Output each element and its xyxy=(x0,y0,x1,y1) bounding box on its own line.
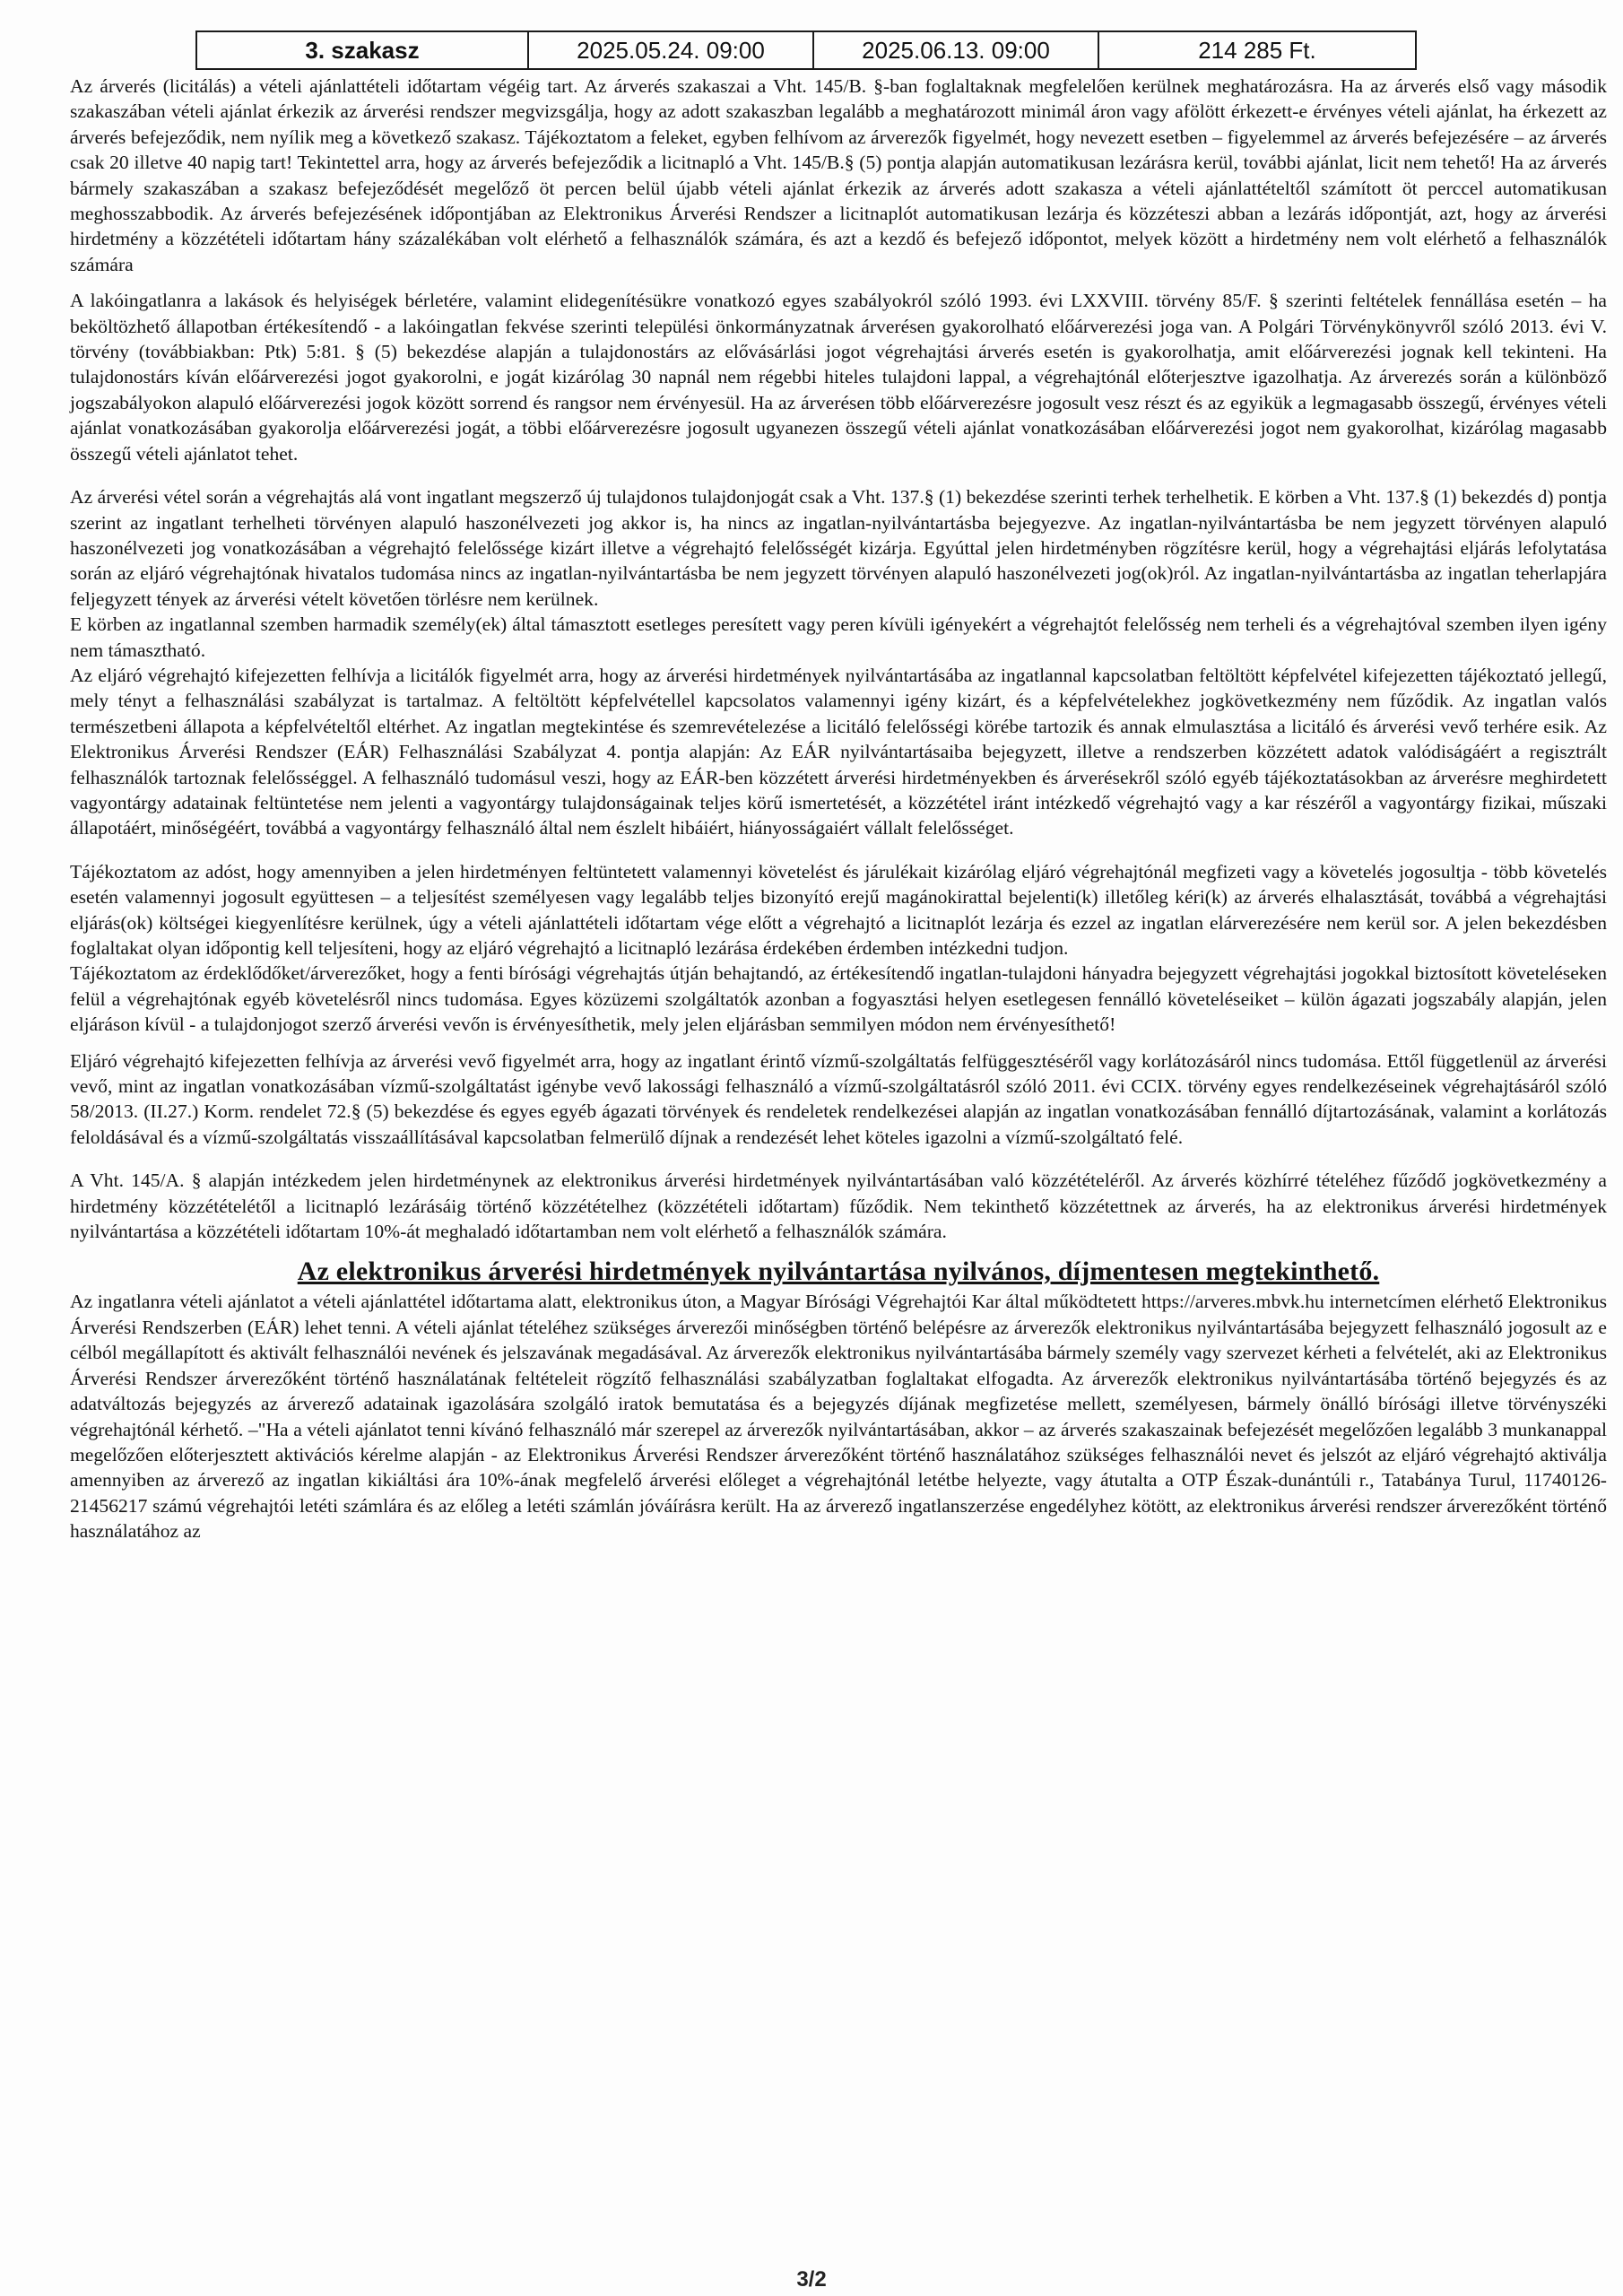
paragraph-auction-duration: Az árverés (licitálás) a vételi ajánlattételi időtartam végéig tart. Az árverés szakaszai a Vht. 145/B. §-ban foglaltaknak megfelelően kerülnek meghatározásra. Ha az árverés első vagy második szakaszában vételi ajánlat érkezik az árverési rendszer megvizsgálja, hogy az adott szakaszban legalább a meghatározott minimál áron vagy afölött érkezett-e érvényes vételi ajánlat, ha érkezett az árverés befejeződik, nem nyílik meg a következő szakasz. Tájékoztatom a feleket, egyben felhívom az árverezők figyelmét, hogy nevezett esetben – figyelemmel az árverés befejezésére – az árverés csak 20 illetve 40 napig tart! Tekintettel arra, hogy az árverés befejeződik a licitnapló a Vht. 145/B.§ (5) pontja alapján automatikusan lezárásra kerül, további ajánlat, licit nem tehető! Ha az árverés bármely szakaszában a szakasz befejeződését megelőző öt percen belül újabb vételi ajánlat érkezik az árverés adott szakasza a vételi ajánlattételtől számított öt perccel automatikusan meghosszabbodik. Az árverés befejezésének időpontjában az Elektronikus Árverési Rendszer a licitnaplót automatikusan lezárja és közzéteszi abban a lezárás időpontját, azt, hogy az árverési hirdetmény a közzétételi időtartam hány százalékában volt elérhető a felhasználók számára, és azt a kezdő és befejező időpontot, melyek között a hirdetmény nem volt elérhető a felhasználók számára xyxy=(70,75,1607,275)
paragraph-photo-disclaimer: Az eljáró végrehajtó kifejezetten felhívja a licitálók figyelmét arra, hogy az árverési hirdetmények nyilvántartásába az ingatlannal kapcsolatban feltöltött képfelvétel kifejezetten tájékoztató jellegű, mely tényt a felhasználási szabályzat is tartalmaz. A feltöltött képfelvétellel kapcsolatos valamennyi igény kizárt, és a képfelvételekhez jogkövetkezmény nem fűződik. Az ingatlan valós természetbeni állapota a képfelvételtől eltérhet. Az ingatlan megtekintése és szemrevételezése a licitáló felelősségi körébe tartozik és annak elmulasztása a licitáló és árverési vevő terhére esik. Az Elektronikus Árverési Rendszer (EÁR) Felhasználási Szabályzat 4. pontja alapján: Az EÁR nyilvántartásaiba bejegyzett, illetve a rendszerben közzétett adatok valódiságáért a regisztrált felhasználók tartoznak felelősséggel. A felhasználó tudomásul veszi, hogy az EÁR-ben közzétett árverési hirdetményekben és árverésekről szóló egyéb tájékoztatásokban az árverésre meghirdetett vagyontárgy adatainak feltüntetése nem jelenti a vagyontárgy tulajdonságainak teljes körű ismertetését, a közzététel iránt intézkedő végrehajtó vagy a kar részéről a vagyontárgy fizikai, műszaki állapotáért, minőségéért, továbbá a vagyontárgy felhasználó által nem észlelt hibáiért, hiányosságaiért vállalt felelősséget. xyxy=(70,664,1607,839)
page-number: 3/2 xyxy=(796,2267,827,2292)
stage-cell: 3. szakasz xyxy=(197,32,529,68)
section-heading: Az elektronikus árverési hirdetmények nyilvántartása nyilvános, díjmentesen megtekinthető. xyxy=(297,1257,1380,1287)
stage-end-cell: 2025.06.13. 09:00 xyxy=(814,32,1099,68)
document-body xyxy=(70,74,1607,1544)
paragraph-third-party-claims: E körben az ingatlannal szemben harmadik személy(ek) által támasztott esetleges peresített vagy peren kívüli igényekért a végrehajtót felelősség nem terheli és a végrehajtóval szemben ilyen igény nem támasztható. xyxy=(70,613,1607,661)
stage-min-price-cell: 214 285 Ft. xyxy=(1198,36,1316,64)
auction-stage-row xyxy=(195,30,1417,70)
paragraph-utility-claims: Tájékoztatom az érdeklődőket/árverezőket, hogy a fenti bírósági végrehajtás útján behajtandó, az értékesítendő ingatlan-tulajdoni hányadra bejegyzett végrehajtási jogokkal biztosított követeléseken felül a végrehajtónak egyéb követelésről nincs tudomása. Egyes közüzemi szolgáltatók azonban a fogyasztási helyen esetlegesen fennálló követeléseiket – külön ágazati jogszabály alapján, jelen eljáráson kívül - a tulajdonjogot szerző árverési vevőn is érvényesíthetik, mely jelen eljárásban semmilyen módon nem érvényesíthető! xyxy=(70,962,1607,1036)
paragraph-water-service: Eljáró végrehajtó kifejezetten felhívja az árverési vevő figyelmét arra, hogy az ingatlant érintő vízmű-szolgáltatás felfüggesztéséről vagy korlátozásáról nincs tudomása. Ettől függetlenül az árverési vevő, mint az ingatlan vonatkozásában vízmű-szolgáltatást igénybe vevő lakossági felhasználó a vízmű-szolgáltatásról szóló 2011. évi CCIX. törvény egyes rendelkezéseinek végrehajtásáról szóló 58/2013. (II.27.) Korm. rendelet 72.§ (5) bekezdése és egyes egyéb ágazati törvények és rendeletek rendelkezései alapján az ingatlan vonatkozásában fennálló díjtartozásának, valamint a korlátozás feloldásával és a vízmű-szolgáltatás visszaállításával kapcsolatban felmerülő díjnak a rendezését lehet köteles igazolni a vízmű-szolgáltató felé. xyxy=(70,1049,1607,1148)
stage-start-cell: 2025.05.24. 09:00 xyxy=(529,32,814,68)
paragraph-publication: A Vht. 145/A. § alapján intézkedem jelen hirdetménynek az elektronikus árverési hirdetmények nyilvántartásában való közzétételéről. Az árverés közhírré tételéhez fűződő jogkövetkezmény a hirdetmény közzétételétől a licitnapló lezárásáig történő közzétételhez (közzétételi időtartam) fűződik. Nem tekinthető közzétettnek az árverés, ha az elektronikus árverési hirdetmények nyilvántartása a közzétételi időtartam 10%-át meghaladó időtartamban nem volt elérhető a felhasználók számára. xyxy=(70,1170,1607,1243)
paragraph-pre-emption-rights: A lakóingatlanra a lakások és helyiségek bérletére, valamint elidegenítésükre vonatkozó egyes szabályokról szóló 1993. évi LXXVIII. törvény 85/F. § szerinti feltételek fennállása esetén – ha beköltözhető állapotban értékesítendő - a lakóingatlan fekvése szerinti települési önkormányzatnak árverésen gyakorolható előárverezési joga van. A Polgári Törvénykönyvről szóló 2013. évi V. törvény (továbbiakban: Ptk) 5:81. § (5) bekezdése alapján a tulajdonostárs az elővásárlási jogot végrehajtási árverés esetén is gyakorolhatja, amit előárverezési jognak kell tekinteni. Ha tulajdonostárs kíván előárverezési jogot gyakorolni, e jogát kizárólag 30 napnál nem régebbi hiteles tulajdoni lappal, a végrehajtónál előterjesztve igazolhatja. Az árverezés során a különböző jogszabályokon alapuló előárverezési jogok között sorrend és rangsor nem érvényesül. Ha az árverésen több előárverezésre jogosult vesz részt és az egyikük a legmagasabb összegű, érvényes vételi ajánlat vonatkozásában gyakorolja előárverezési jogát, a többi előárverezésre jogosult ugyanezen összegű vételi ajánlat vonatkozásában előárverezési jogot nem gyakorolhat, kizárólag magasabb összegű vételi ajánlatot tehet. xyxy=(70,290,1607,465)
paragraph-electronic-bidding: Az ingatlanra vételi ajánlatot a vételi ajánlattétel időtartama alatt, elektronikus úton, a Magyar Bírósági Végrehajtói Kar által működtetett https://arveres.mbvk.hu internetcímen elérhető Elektronikus Árverési Rendszerben (EÁR) lehet tenni. A vételi ajánlat tételéhez szükséges árverezői minőségben történő belépésre az árverezők elektronikus nyilvántartásába bejegyzett felhasználó jogosult az e célból megállapított és aktivált felhasználói nevének és jelszavának megadásával. Az árverezők elektronikus nyilvántartásába bármely személy vagy szervezet kérheti a felvételét, aki az Elektronikus Árverési Rendszer árverezőként történő használatának feltételeit rögzítő felhasználási szabályzatban foglaltakat elfogadta. Az árverezők elektronikus nyilvántartásába történő bejegyzés és az adatváltozás bejegyzés az árverező adatainak igazolására szolgáló iratok bemutatása és a bejegyzés díjának megfizetése mellett, személyesen, bármely önálló bírósági illetve törvényszéki végrehajtónál kérhető. –"Ha a vételi ajánlatot tenni kívánó felhasználó már szerepel az árverezők nyilvántartásában, akkor – az árverés szakaszainak befejezését megelőzően legalább 3 munkanappal megelőzően előterjesztett aktivációs kérelme alapján - az Elektronikus Árverési Rendszer árverezőként történő használatához szükséges felhasználói nevet és jelszót az eljáró végrehajtó aktiválja amennyiben az árverező az ingatlan kikiáltási ára 10%-ának megfelelő árverési előleget a végrehajtónál letétbe helyezte, vagy átutalta a OTP Észak-dunántúli r., Tatabánya Turul, 11740126-21456217 számú végrehajtói letéti számlára és az előleg a letéti számlán jóváírásra került. Ha az árverező ingatlanszerzése engedélyhez kötött, az elektronikus árverési rendszer árverezőként történő használatához az xyxy=(70,1291,1607,1543)
paragraph-debtor-notice: Tájékoztatom az adóst, hogy amennyiben a jelen hirdetményen feltüntetett valamennyi követelést és járulékait kizárólag eljáró végrehajtónál megfizeti vagy a követelés jogosultja - több követelés esetén valamennyi jogosult együttesen – a teljesítést személyesen vagy legalább teljes bizonyító erejű magánokirattal bejelenti(k) illetőleg kéri(k) az árverés elhalasztását, továbbá a végrehajtási eljárás(ok) költségei kiegyenlítésre kerülnek, úgy a vételi ajánlattételi időtartam vége előtt a végrehajtó a licitnaplót lezárja és ezzel az ingatlan elárverezésére nem kerül sor. A jelen bekezdésben foglaltakat olyan időpontig kell teljesíteni, hogy az eljáró végrehajtó a licitnapló lezárása érdekében érdemben intézkedni tudjon. xyxy=(70,860,1607,959)
paragraph-encumbrances: Az árverési vétel során a végrehajtás alá vont ingatlant megszerző új tulajdonos tulajdonjogát csak a Vht. 137.§ (1) bekezdése szerinti terhek terhelhetik. E körben a Vht. 137.§ (1) bekezdés d) pontja szerint az ingatlant terhelheti törvényen alapuló haszonélvezeti jog akkor is, ha nincs az ingatlan-nyilvántartásba bejegyezve. Az ingatlan-nyilvántartásba be nem jegyzett törvényen alapuló haszonélvezeti jog vonatkozásában a végrehajtó felelőssége kizárt illetve a végrehajtó felelősségét kizárja. Egyúttal jelen hirdetményben rögzítésre kerül, hogy a végrehajtási eljárás lefolytatása során az eljáró végrehajtónak hivatalos tudomása nincs az ingatlan-nyilvántartásba be nem jegyzett törvényen alapuló haszonélvezeti jog(ok)ról. Az ingatlan-nyilvántartásba az ingatlan teherlapjára feljegyzett tények az árverési vételt követően törlésre nem kerülnek. xyxy=(70,486,1607,610)
